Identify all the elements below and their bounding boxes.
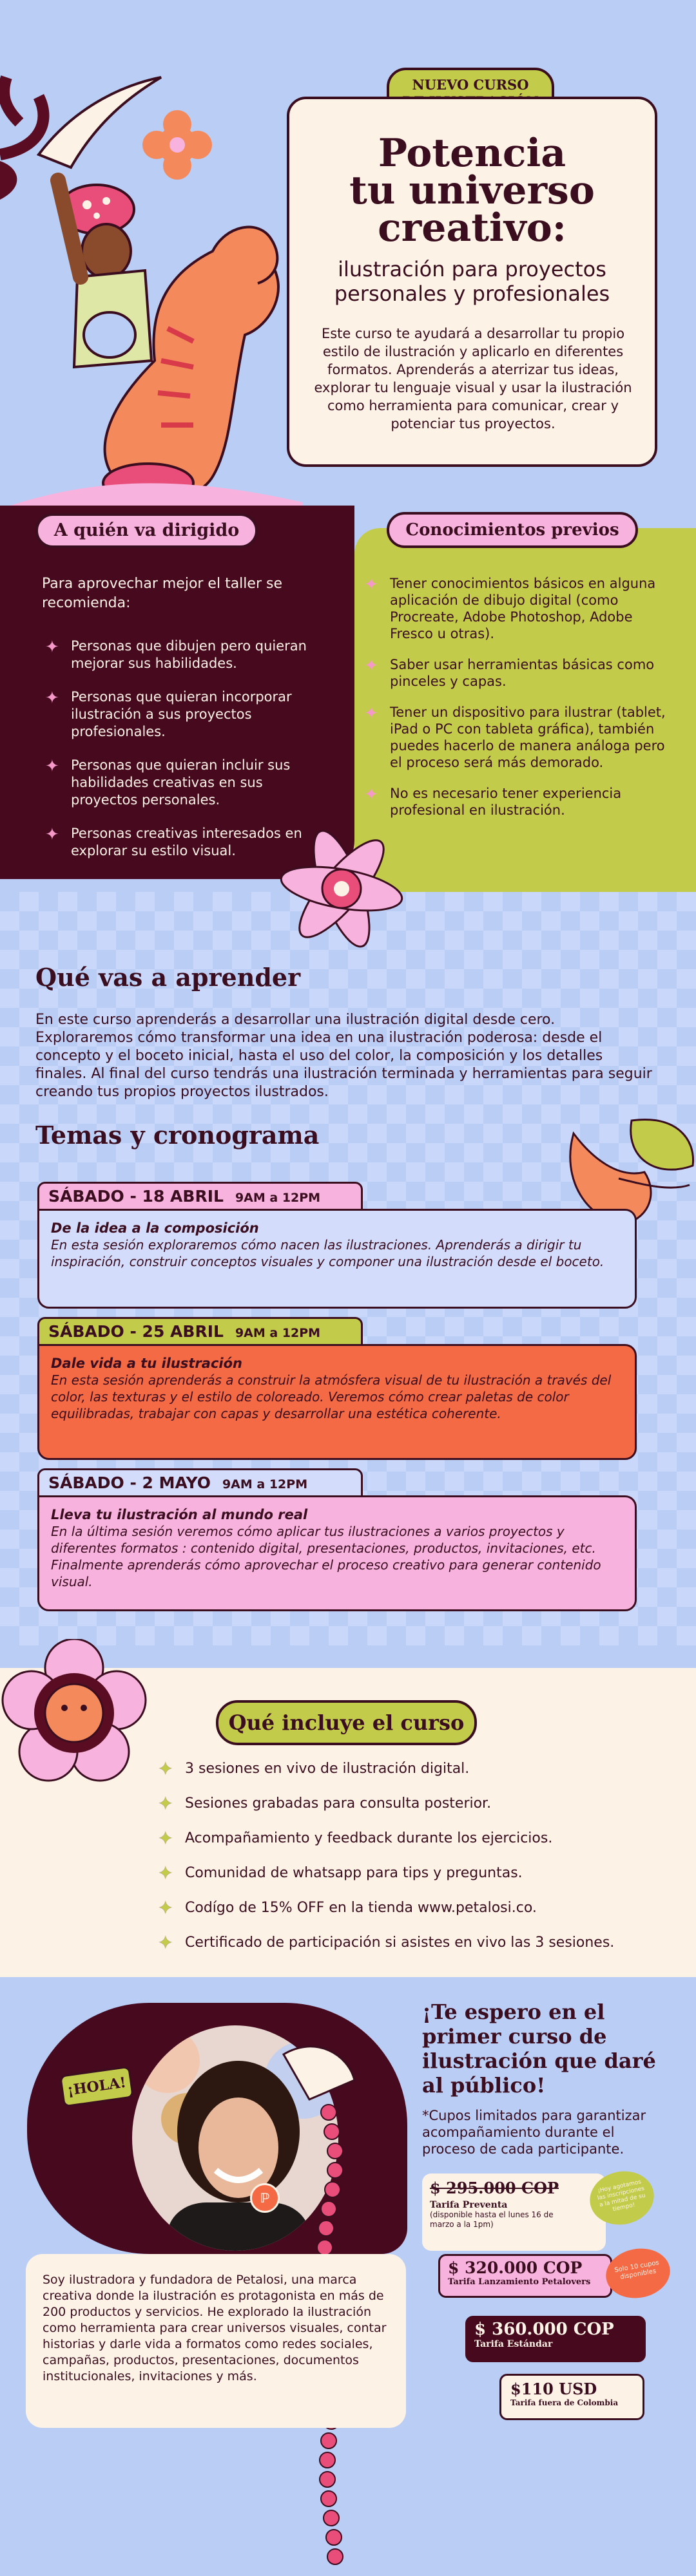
list-item	[158, 1759, 673, 1794]
sparkle-icon: ✦	[364, 656, 378, 676]
list-item	[158, 1933, 673, 1968]
title-line-2: tu universo	[349, 168, 595, 213]
sparkle-icon: ✦	[364, 785, 378, 804]
bio-card: Soy ilustradora y fundadora de Petalosi, una marca creativa donde la ilustración es protagonista en más de 200 productos y servicios. He explorado la ilustración como herramienta para crear universos visuales, contar historias y darle vida a formatos como redes sociales, campañas, productos, presentaciones, documentos institucionales, invitaciones y más.	[26, 2254, 406, 2428]
sparkle-icon: ✦	[158, 1793, 173, 1814]
list-item-text: 3 sesiones en vivo de ilustración digital.	[185, 1761, 470, 1777]
hero-description: Este curso te ayudará a desarrollar tu propio estilo de ilustración y aplicarlo en diferentes formatos. Aprenderás a aterrizar tus ideas, explorar tu lenguaje visual y usar la ilustración como herramienta para comunicar, crear y potenciar tus proyectos.	[314, 326, 632, 431]
sparkle-icon: ✦	[45, 825, 59, 844]
list-item	[158, 1899, 673, 1933]
list-item-text: Tener conocimientos básicos en alguna aplicación de dibujo digital (como Procreate, Adobe Photoshop, Adobe Fresco u otras).	[390, 576, 656, 641]
prior-knowledge-title: Conocimientos previos	[387, 512, 638, 548]
session-2-card	[37, 1344, 637, 1460]
includes-list	[158, 1759, 673, 1968]
price-usd-label: Tarifa fuera de Colombia	[510, 2398, 619, 2407]
list-item	[364, 656, 667, 690]
session-text: En esta sesión aprenderás a construir la atmósfera visual de tu ilustración a través del color, las texturas y el estilo de coloreado. Veremos cómo crear paletas de color equilibradas, trabajar con capas y desarrollar una estética coherente.	[51, 1372, 612, 1421]
session-1-tab	[37, 1182, 363, 1211]
list-item-text: Codígo de 15% OFF en la tienda www.petalosi.co.	[185, 1900, 537, 1916]
list-item-text: Comunidad de whatsapp para tips y preguntas.	[185, 1865, 523, 1881]
learn-title: Qué vas a aprender	[35, 963, 301, 992]
sparkle-icon: ✦	[364, 575, 378, 594]
brand-logo-icon: ℙ	[250, 2183, 280, 2213]
session-time: 9AM a 12PM	[222, 1477, 308, 1492]
audience-intro: Para aprovechar mejor el taller se recomienda:	[42, 576, 282, 611]
price-presale-label: Tarifa Preventa	[430, 2200, 508, 2210]
hero-title	[289, 131, 655, 251]
sparkle-icon: ✦	[158, 1828, 173, 1849]
cta-title: ¡Te espero en el primer curso de ilustración que daré al público!	[422, 2000, 656, 2098]
session-3-tab	[37, 1468, 363, 1498]
learn-text: En este curso aprenderás a desarrollar una ilustración digital desde cero. Exploraremos cómo transformar una idea en una ilustración poderosa: desde el concepto y el boceto inicial, hasta el uso del color, la composición y los detalles finales. Al final del curso tendrás una ilustración terminada y herramientas para seguir creando tus propios proyectos ilustrados.	[35, 1012, 652, 1100]
list-item-text: Personas que quieran incorporar ilustración a sus proyectos profesionales.	[71, 689, 292, 739]
list-item	[45, 638, 316, 672]
list-item-text: Sesiones grabadas para consulta posterior.	[185, 1795, 492, 1812]
session-3-card	[37, 1495, 637, 1611]
price-card-presale	[422, 2174, 606, 2251]
sparkle-icon: ✦	[45, 638, 59, 657]
list-item	[45, 757, 316, 809]
session-heading: Dale vida a tu ilustración	[51, 1356, 242, 1371]
includes-title: Qué incluye el curso	[216, 1700, 477, 1745]
tiger-flower-illustration	[0, 1639, 148, 1787]
list-item-text: Saber usar herramientas básicas como pinceles y capas.	[390, 657, 655, 689]
hola-badge: ¡HOLA!	[59, 2066, 134, 2108]
list-item-text: No es necesario tener experiencia profesional en ilustración.	[390, 786, 622, 818]
list-item-text: Certificado de participación si asistes en vivo las 3 sesiones.	[185, 1935, 615, 1951]
title-line-3: creativo:	[378, 205, 566, 251]
sparkle-icon: ✦	[158, 1862, 173, 1884]
hero-section	[0, 0, 696, 528]
list-item	[364, 704, 667, 771]
sparkle-icon: ✦	[45, 757, 59, 776]
price-launch: $ 320.000 COP	[448, 2259, 583, 2277]
sticker-launch: Solo 10 cupos disponibles	[602, 2244, 674, 2303]
list-item-text: Personas que quieran incluir sus habilidades creativas en sus proyectos personales.	[71, 757, 291, 808]
list-item-text: Personas creativas interesados en explorar su estilo visual.	[71, 826, 302, 858]
sparkle-icon: ✦	[158, 1897, 173, 1918]
sparkle-icon: ✦	[158, 1758, 173, 1779]
price-card-launch	[438, 2254, 612, 2298]
hero-card	[287, 97, 657, 467]
session-heading: De la idea a la composición	[51, 1220, 259, 1236]
price-presale-note: (disponible hasta el lunes 16 de marzo a la 1pm)	[430, 2210, 554, 2229]
audience-title: A quién va dirigido	[35, 513, 258, 548]
list-item	[45, 688, 316, 741]
prior-knowledge-list	[364, 575, 667, 819]
title-line-1: Potencia	[378, 131, 566, 176]
price-launch-label: Tarifa Lanzamiento Petalovers	[448, 2277, 591, 2287]
session-date: SÁBADO - 18 ABRIL	[48, 1187, 224, 1206]
list-item	[158, 1829, 673, 1864]
list-item	[364, 575, 667, 642]
list-item-text: Tener un dispositivo para ilustrar (tablet, iPad o PC con tableta gráfica), también puedes hacerlo de manera análoga pero el proceso será más demorado.	[390, 705, 666, 770]
flower-illustration	[271, 805, 412, 972]
session-heading: Lleva tu ilustración al mundo real	[51, 1507, 308, 1522]
cta-note: *Cupos limitados para garantizar acompañamiento durante el proceso de cada participante.	[422, 2108, 646, 2157]
session-text: En la última sesión veremos cómo aplicar tus ilustraciones a varios proyectos y diferentes formatos : contenido digital, presentaciones, productos, invitaciones, etc. Finalmente aprenderás cómo aprovechar el proceso creativo para generar contenido visual.	[51, 1524, 601, 1589]
session-1-card	[37, 1209, 637, 1309]
sticker-presale: ¡Hoy agotamos las inscripciones a la mitad de su tiempo!	[585, 2166, 659, 2231]
sparkle-icon: ✦	[158, 1932, 173, 1953]
price-usd: $110 USD	[510, 2380, 597, 2398]
session-time: 9AM a 12PM	[235, 1326, 321, 1340]
schedule-title: Temas y cronograma	[35, 1121, 320, 1150]
price-standard-label: Tarifa Estándar	[474, 2339, 553, 2349]
hero-subtitle: ilustración para proyectos personales y profesionales	[334, 257, 610, 306]
price-standard: $ 360.000 COP	[474, 2320, 614, 2339]
list-item-text: Personas que dibujen pero quieran mejorar sus habilidades.	[71, 638, 307, 671]
session-text: En esta sesión exploraremos cómo nacen las ilustraciones. Aprenderás a dirigir tu inspiración, construir conceptos visuales y componer una ilustración desde el boceto.	[51, 1237, 604, 1269]
session-2-tab	[37, 1317, 363, 1347]
hero-illustration	[0, 58, 303, 522]
list-item	[158, 1794, 673, 1829]
sparkle-icon: ✦	[45, 688, 59, 708]
badge-line-1: NUEVO CURSO	[412, 77, 529, 93]
price-card-usd	[499, 2374, 644, 2420]
session-date: SÁBADO - 25 ABRIL	[48, 1322, 224, 1341]
list-item	[158, 1864, 673, 1899]
list-item-text: Acompañamiento y feedback durante los ejercicios.	[185, 1830, 553, 1846]
session-time: 9AM a 12PM	[235, 1191, 321, 1205]
session-date: SÁBADO - 2 MAYO	[48, 1473, 211, 1492]
price-presale: $ 295.000 COP	[430, 2179, 559, 2197]
sparkle-icon: ✦	[364, 704, 378, 723]
price-card-standard	[465, 2316, 646, 2362]
